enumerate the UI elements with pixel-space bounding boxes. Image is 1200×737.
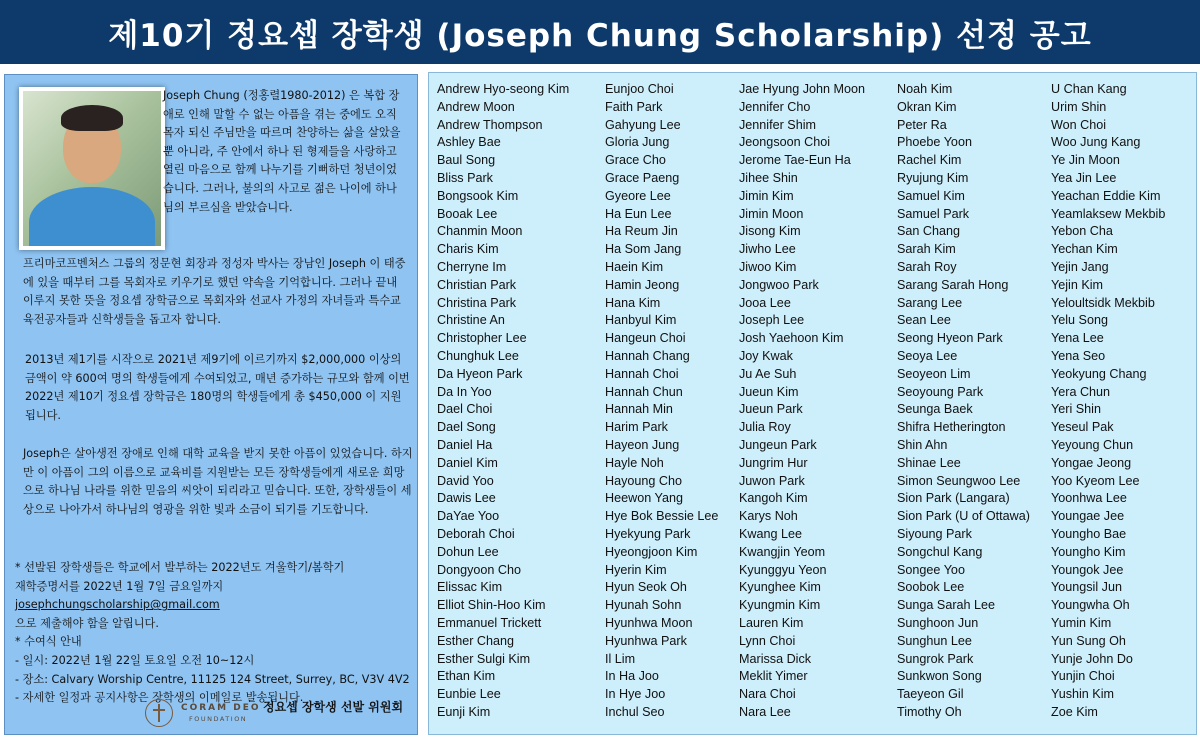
scholar-name: Timothy Oh [897,704,962,719]
scholar-name: In Hye Joo [605,687,666,702]
scholar-name: Samuel Park [897,206,970,221]
scholar-name: Faith Park [605,99,663,114]
scholar-name: Jungrim Hur [739,455,808,470]
scholar-name: Sarang Sarah Hong [897,277,1009,292]
scholar-name: Heewon Yang [605,491,683,506]
scholar-name: Jueun Park [739,402,803,417]
scholar-name: Zoe Kim [1051,704,1098,719]
scholar-name: Yena Lee [1051,331,1104,346]
scholar-name: Yeokyung Chang [1051,366,1147,381]
scholar-name: Urim Shin [1051,99,1107,114]
scholar-name: Daniel Kim [437,455,498,470]
scholar-name: Dawis Lee [437,491,496,506]
scholar-name: Jimin Moon [739,206,804,221]
scholar-name: Okran Kim [897,99,957,114]
scholar-name: Ethan Kim [437,669,496,684]
notice-line-2 [15,578,413,615]
scholar-name: Sunghoon Jun [897,615,979,630]
scholar-name: Sungrok Park [897,651,974,666]
scholar-name: Christine An [437,313,505,328]
scholar-name: Nara Choi [739,687,796,702]
logo-subtitle: FOUNDATION [189,715,248,723]
notice-block [15,559,413,708]
scholar-name: Yechan Kim [1051,242,1118,257]
scholar-name: Kyunghee Kim [739,580,821,595]
scholar-name: Lynn Choi [739,633,796,648]
scholar-name: Siyoung Park [897,526,972,541]
scholar-name: Ju Ae Suh [739,366,797,381]
scholar-name: Youngho Bae [1051,526,1127,541]
scholar-name: Andrew Hyo-seong Kim [437,82,570,96]
scholar-name: Sunga Sarah Lee [897,598,996,613]
names-column-3 [739,81,865,722]
scholar-name: Kyungmin Kim [739,598,821,613]
scholar-name: Yejin Jang [1051,259,1109,274]
scholar-name: Hangeun Choi [605,331,686,346]
scholar-name: Shin Ahn [897,437,948,452]
scholar-name: Ryujung Kim [897,170,969,185]
scholar-name: Jueun Kim [739,384,799,399]
scholar-name: Chunghuk Lee [437,348,519,363]
scholar-name: Seunga Baek [897,402,973,417]
scholar-name: Dongyoon Cho [437,562,522,577]
scholar-name: Grace Cho [605,153,666,168]
names-panel [428,72,1197,735]
scholar-name: Ha Reum Jin [605,224,678,239]
scholar-name: Kwangjin Yeom [739,544,826,559]
scholar-name: Ashley Bae [437,135,501,150]
scholar-name: Christopher Lee [437,331,527,346]
scholar-name: In Ha Joo [605,669,659,684]
scholar-name: Shifra Hetherington [897,420,1006,435]
scholar-name: Sarah Roy [897,259,957,274]
hope-paragraph: Joseph은 살아생전 장애로 인해 대학 교육을 받지 못한 아픔이 있었습니다. 하지만 이 아픔이 그의 이름으로 교육비를 지원받는 모든 장학생들에게 새로운 희망으로 하나님 나라를 위한 믿음의 씨앗이 되리라고 믿습니다. 또한, 장학생들이 세상으로 나아가서 하나님의 영광을 위한 빛과 소금이 되기를 기도합니다. [23,447,413,516]
scholar-name: Yelu Song [1051,313,1108,328]
scholar-name: Hanbyul Kim [605,313,677,328]
scholar-name: Bongsook Kim [437,188,519,203]
scholar-name: Hana Kim [605,295,661,310]
scholar-name: Yushin Kim [1051,687,1114,702]
scholar-name: Phoebe Yoon [897,135,972,150]
scholar-name: U Chan Kang [1051,82,1127,96]
scholar-name: Joy Kwak [739,348,793,363]
scholar-name: Yejin Kim [1051,277,1104,292]
scholar-name: Jiwoo Kim [739,259,797,274]
scholar-name: Yongae Jeong [1051,455,1132,470]
cross-logo-icon [145,699,173,727]
scholar-name: Hannah Chun [605,384,683,399]
committee-signature: 정요셉 장학생 선발 위원회 [263,700,404,714]
scholar-name: Won Choi [1051,117,1107,132]
notice-line-3: 으로 제출해야 함을 알립니다. [15,616,159,630]
scholar-name: Kangoh Kim [739,491,808,506]
notice-line-2-text: 재학증명서를 2022년 1월 7일 금요일까지 [15,579,224,593]
ceremony-place: - 장소: Calvary Worship Centre, 11125 124 Street, Surrey, BC, V3V 4V2 [15,672,410,686]
scholar-name: Simon Seungwoo Lee [897,473,1021,488]
scholar-name: Baul Song [437,153,496,168]
scholar-name: Nara Lee [739,704,791,719]
scholar-name: Jisong Kim [739,224,801,239]
scholar-name: Noah Kim [897,82,953,96]
logo-name: CORAM DEO [181,703,261,713]
scholar-name: Jihee Shin [739,170,798,185]
family-paragraph: 프리마코프벤처스 그룹의 정문현 회장과 정성자 박사는 장남인 Joseph 이 태중에 있을 때부터 그를 목회자로 키우기로 했던 약속을 기억합니다. 그러나 끝내 이루지 못한 뜻을 정요셉 장학금으로 목회자와 선교사 가정의 자녀들과 특수교육전공자들과 신학생들을 돕고자 합니다. [23,257,406,326]
email-link[interactable]: josephchungscholarship@gmail.com [15,598,220,612]
scholar-name: Ha Som Jang [605,242,682,257]
scholar-name: Yeseul Pak [1051,420,1114,435]
portrait-photo [19,87,165,250]
scholar-name: Yeri Shin [1051,402,1101,417]
scholar-name: Haein Kim [605,259,664,274]
scholar-name: Youngsil Jun [1051,580,1122,595]
scholar-name: Kyunggyu Yeon [739,562,827,577]
scholar-name: Eunji Kim [437,704,491,719]
header-banner [0,0,1200,64]
scholar-name: Songchul Kang [897,544,983,559]
scholar-name: Rachel Kim [897,153,962,168]
scholar-name: Gahyung Lee [605,117,681,132]
names-column-5 [1051,81,1165,722]
scholar-name: Gloria Jung [605,135,670,150]
scholar-name: Lauren Kim [739,615,804,630]
scholar-name: Seoyoung Park [897,384,984,399]
scholar-name: Grace Paeng [605,170,680,185]
scholar-name: Meklit Yimer [739,669,808,684]
scholar-name: Yunje John Do [1051,651,1133,666]
scholar-name: Juwon Park [739,473,805,488]
scholar-name: Eunjoo Choi [605,82,674,96]
names-column-4 [897,81,1030,722]
scholar-name: Hyunhwa Moon [605,615,693,630]
scholar-name: Yebon Cha [1051,224,1113,239]
scholar-name: Hannah Choi [605,366,679,381]
scholar-name: Dael Song [437,420,496,435]
scholar-name: Hyerin Kim [605,562,667,577]
scholar-name: Hyeongjoon Kim [605,544,698,559]
scholar-name: Sion Park (Langara) [897,491,1010,506]
scholar-name: Hye Bok Bessie Lee [605,509,719,524]
scholar-name: Youngae Jee [1051,509,1125,524]
scholar-name: Yunjin Choi [1051,669,1115,684]
scholar-name: Hayoung Cho [605,473,683,488]
scholar-name: Da Hyeon Park [437,366,523,381]
scholar-name: Harim Park [605,420,668,435]
page-title: 제10기 정요셉 장학생 (Joseph Chung Scholarship) 선정 공고 [108,17,1092,54]
scholar-name: Yun Sung Oh [1051,633,1126,648]
scholar-name: Yera Chun [1051,384,1111,399]
scholar-name: Esther Chang [437,633,515,648]
scholar-name: Hyunah Sohn [605,598,682,613]
scholar-name: Samuel Kim [897,188,965,203]
history-paragraph: 2013년 제1기를 시작으로 2021년 제9기에 이르기까지 $2,000,000 이상의 금액이 약 600여 명의 학생들에게 수여되었고, 매년 증가하는 규모와 함께 이번 2022년 제10기 정요셉 장학금은 180명의 학생들에게 총 $450,000 이 지원됩니다. [25,353,410,422]
scholar-name: Inchul Seo [605,704,665,719]
scholar-name: Daniel Ha [437,437,493,452]
scholar-name: Christian Park [437,277,517,292]
scholar-name: Sion Park (U of Ottawa) [897,509,1030,524]
scholar-name: Il Lim [605,651,636,666]
ceremony-date: - 일시: 2022년 1월 22일 토요일 오전 10~12시 [15,653,255,667]
scholar-name: Elliot Shin-Hoo Kim [437,598,546,613]
scholar-name: Hyun Seok Oh [605,580,687,595]
scholar-name: Dohun Lee [437,544,499,559]
scholar-name: Yea Jin Lee [1051,170,1117,185]
scholar-name: Andrew Moon [437,99,515,114]
scholar-name: Jae Hyung John Moon [739,82,866,96]
scholar-name: Jiwho Lee [739,242,796,257]
scholar-name: Yoonhwa Lee [1051,491,1127,506]
scholar-name: Taeyeon Gil [897,687,964,702]
scholar-name: Chanmin Moon [437,224,523,239]
scholar-name: Yeachan Eddie Kim [1051,188,1161,203]
scholar-name: Youngok Jee [1051,562,1124,577]
scholar-name: Peter Ra [897,117,947,132]
scholar-name: Sarah Kim [897,242,956,257]
scholar-name: Yeyoung Chun [1051,437,1134,452]
scholar-name: San Chang [897,224,961,239]
scholar-name: Hayeon Jung [605,437,680,452]
scholar-name: Jimin Kim [739,188,794,203]
scholar-name: Youngho Kim [1051,544,1126,559]
scholar-name: Jongwoo Park [739,277,819,292]
ceremony-note: - 자세한 일정과 공지사항은 장학생의 이메일로 발송됩니다. [15,691,304,705]
scholar-name: Seoyeon Lim [897,366,971,381]
scholar-name: Cherryne Im [437,259,507,274]
scholar-name: Elissac Kim [437,580,503,595]
scholar-name: Andrew Thompson [437,117,543,132]
scholar-name: Songee Yoo [897,562,965,577]
scholar-name: Yeamlaksew Mekbib [1051,206,1166,221]
scholar-name: Da In Yoo [437,384,492,399]
scholar-name: DaYae Yoo [437,509,500,524]
scholar-name: Josh Yaehoon Kim [739,331,844,346]
scholar-name: Jerome Tae-Eun Ha [739,153,851,168]
scholar-name: Jungeun Park [739,437,817,452]
scholar-name: Yumin Kim [1051,615,1112,630]
scholar-name: Charis Kim [437,242,499,257]
scholar-name: Joseph Lee [739,313,805,328]
scholar-name: Seoya Lee [897,348,958,363]
scholar-name: Karys Noh [739,509,798,524]
scholar-name: Sarang Lee [897,295,963,310]
names-column-2 [605,81,718,722]
scholar-name: Christina Park [437,295,517,310]
scholar-name: Yena Seo [1051,348,1106,363]
scholar-name: Dael Choi [437,402,493,417]
scholar-name: Hamin Jeong [605,277,680,292]
scholar-name: Deborah Choi [437,526,515,541]
scholar-name: Kwang Lee [739,526,803,541]
scholar-name: Sunkwon Song [897,669,982,684]
scholar-name: Hyunhwa Park [605,633,687,648]
intro-paragraph: Joseph Chung (정홍렬1980-2012) 은 복합 장애로 인해 말할 수 없는 아픔을 겪는 중에도 오직 목자 되신 주님만을 따르며 찬양하는 삶을 살았을 뿐 아니라, 주 안에서 하나 된 형제들을 사랑하고 열린 마음으로 함께 나누기를 기뻐하던 청년이었습니다. 그러나, 불의의 사고로 젊은 나이에 하나님의 부르심을 받았습니다. [163,89,401,214]
left-panel [4,74,418,735]
ceremony-title: * 수여식 안내 [15,635,82,649]
scholar-name: Hyekyung Park [605,526,691,541]
scholar-name: Ye Jin Moon [1051,153,1120,168]
scholar-name: Hannah Chang [605,348,690,363]
scholar-name: Youngwha Oh [1051,598,1130,613]
scholar-name: Hayle Noh [605,455,664,470]
scholar-name: Eunbie Lee [437,687,501,702]
scholar-name: Booak Lee [437,206,498,221]
notice-line-1: * 선발된 장학생들은 학교에서 발부하는 2022년도 겨울학기/봄학기 [15,561,345,574]
scholar-name: Sunghun Lee [897,633,972,648]
scholar-name: Julia Roy [739,420,791,435]
scholar-name: Jooa Lee [739,295,791,310]
scholar-name: Sean Lee [897,313,951,328]
scholar-name: Emmanuel Trickett [437,615,542,630]
scholar-name: Gyeore Lee [605,188,671,203]
names-column-1 [437,81,569,722]
scholar-name: Shinae Lee [897,455,961,470]
scholar-name: Yoo Kyeom Lee [1051,473,1140,488]
scholar-name: Ha Eun Lee [605,206,672,221]
scholar-name: Marissa Dick [739,651,812,666]
scholar-name: Seong Hyeon Park [897,331,1003,346]
scholar-name: Bliss Park [437,170,493,185]
scholar-name: Soobok Lee [897,580,965,595]
scholar-name: Woo Jung Kang [1051,135,1141,150]
scholar-name: David Yoo [437,473,494,488]
scholar-name: Yeloultsidk Mekbib [1051,295,1155,310]
scholar-name: Esther Sulgi Kim [437,651,531,666]
scholar-name: Hannah Min [605,402,673,417]
scholar-name: Jeongsoon Choi [739,135,831,150]
scholar-name: Jennifer Cho [739,99,811,114]
scholar-name: Jennifer Shim [739,117,816,132]
